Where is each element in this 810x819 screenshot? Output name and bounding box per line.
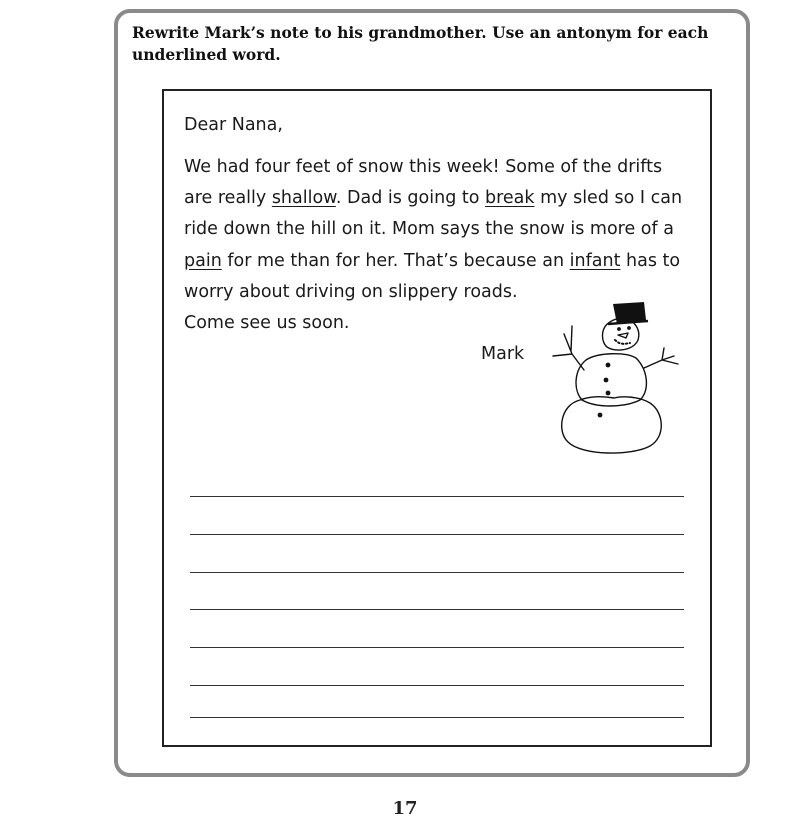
snowman-button-3 (606, 391, 611, 396)
answer-line[interactable] (190, 572, 684, 573)
answer-line[interactable] (190, 534, 684, 535)
letter-line-3: ride down the hill on it. Mom says the snow is more of a (184, 219, 674, 239)
snowman-bottom (562, 397, 662, 453)
answer-line[interactable] (190, 647, 684, 648)
letter-signature: Mark (481, 344, 525, 364)
underlined-word-infant: infant (569, 251, 621, 271)
underlined-word-break: break (485, 188, 535, 208)
letter-text: for me than for her. That’s because an (221, 251, 570, 271)
instructions: Rewrite Mark’s note to his grandmother. Use an antonym for each underlined word. (132, 23, 709, 64)
snowman-left-arm (553, 326, 584, 370)
snowman-illustration (540, 290, 690, 460)
snowman-eye-left (617, 327, 621, 331)
letter-greeting: Dear Nana, (184, 115, 283, 135)
letter-text: are really (184, 188, 272, 208)
snowman-right-arm (644, 348, 678, 368)
snowman-button-1 (606, 363, 611, 368)
letter-text: my sled so I can (534, 188, 683, 208)
snowman-button-2 (604, 378, 609, 383)
snowman-hat-brim (608, 321, 648, 324)
underlined-word-pain: pain (184, 251, 222, 271)
answer-line[interactable] (190, 685, 684, 686)
underlined-word-shallow: shallow (271, 188, 336, 208)
snowman-mouth (615, 340, 630, 344)
snowman-eye-right (627, 326, 631, 330)
answer-line[interactable] (190, 717, 684, 718)
snowman-nose (618, 333, 628, 338)
letter-line-5: worry about driving on slippery roads. (184, 282, 518, 302)
page-number: 17 (392, 798, 418, 819)
letter-text: has to (620, 251, 681, 271)
answer-line[interactable] (190, 496, 684, 497)
letter-line-1: We had four feet of snow this week! Some of the drifts (184, 157, 663, 177)
answer-line[interactable] (190, 609, 684, 610)
letter-closing: Come see us soon. (184, 313, 350, 333)
letter-line-4 (184, 246, 680, 277)
letter-text: . Dad is going to (335, 188, 485, 208)
letter-line-2 (184, 183, 682, 214)
snowman-button-4 (598, 413, 603, 418)
